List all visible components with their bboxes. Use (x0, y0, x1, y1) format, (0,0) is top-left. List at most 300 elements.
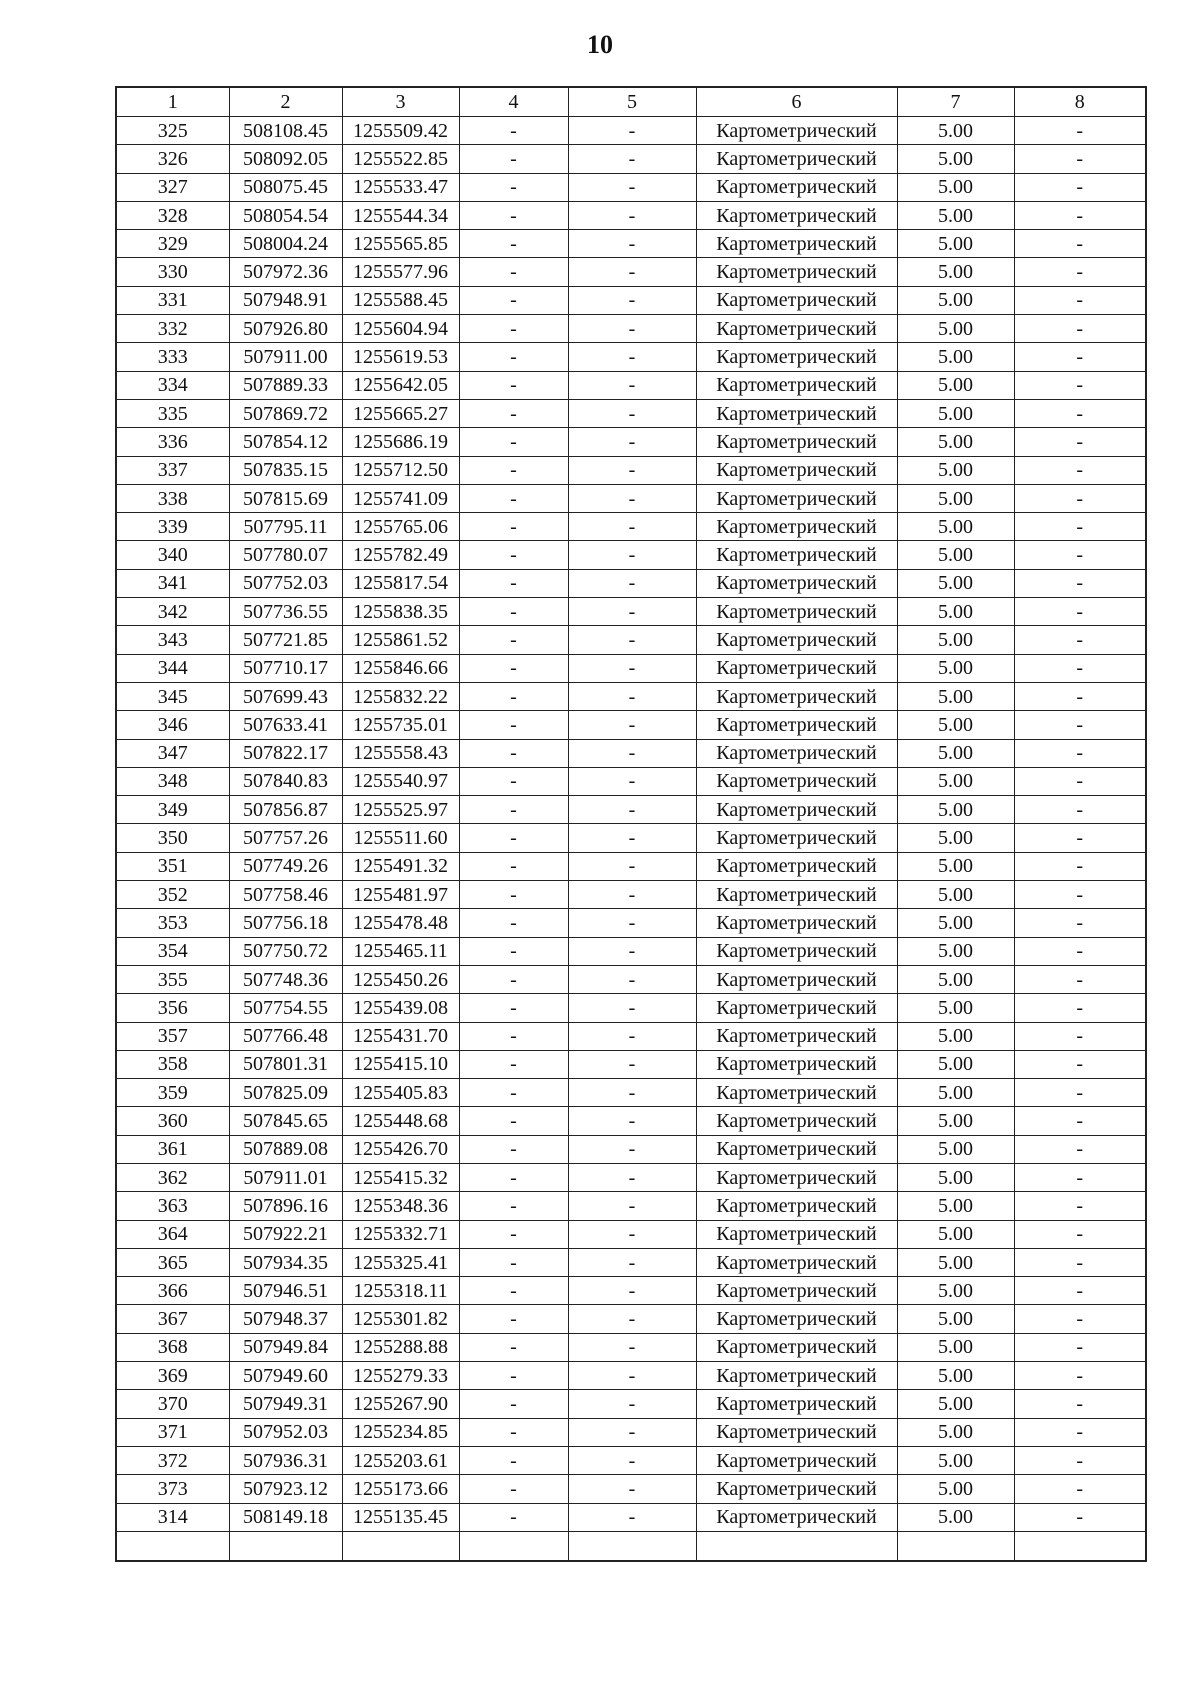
table-row (116, 994, 1146, 1022)
x-coordinate-cell: 507922.21 (229, 1220, 342, 1248)
point-number-cell: 373 (116, 1475, 229, 1503)
point-number-cell: 359 (116, 1079, 229, 1107)
table-row (116, 428, 1146, 456)
table-row (116, 711, 1146, 739)
method-cell: Картометрический (696, 824, 897, 852)
accuracy-cell: 5.00 (897, 881, 1014, 909)
y-coordinate-cell: 1255544.34 (342, 201, 459, 229)
table-row (116, 1050, 1146, 1078)
accuracy-cell: 5.00 (897, 1362, 1014, 1390)
accuracy-cell: 5.00 (897, 711, 1014, 739)
col-4-cell: - (459, 1248, 568, 1276)
column-header-4: 4 (459, 87, 568, 117)
table-row (116, 258, 1146, 286)
col-4-cell: - (459, 965, 568, 993)
method-cell: Картометрический (696, 117, 897, 145)
point-number-cell: 336 (116, 428, 229, 456)
col-8-cell: - (1014, 937, 1146, 965)
col-8-cell: - (1014, 484, 1146, 512)
x-coordinate-cell: 507889.08 (229, 1135, 342, 1163)
col-5-cell: - (568, 286, 696, 314)
x-coordinate-cell: 507923.12 (229, 1475, 342, 1503)
col-4-cell: - (459, 428, 568, 456)
point-number-cell: 340 (116, 541, 229, 569)
col-4-cell: - (459, 1390, 568, 1418)
x-coordinate-cell: 507756.18 (229, 909, 342, 937)
method-cell: Картометрический (696, 1503, 897, 1531)
col-8-cell: - (1014, 569, 1146, 597)
y-coordinate-cell: 1255267.90 (342, 1390, 459, 1418)
col-8-cell: - (1014, 1022, 1146, 1050)
point-number-cell: 368 (116, 1333, 229, 1361)
col-8-cell: - (1014, 1390, 1146, 1418)
point-number-cell: 338 (116, 484, 229, 512)
col-5-cell: - (568, 598, 696, 626)
y-coordinate-cell: 1255604.94 (342, 315, 459, 343)
x-coordinate-cell: 507889.33 (229, 371, 342, 399)
y-coordinate-cell: 1255415.10 (342, 1050, 459, 1078)
accuracy-cell: 5.00 (897, 399, 1014, 427)
col-4-cell: - (459, 1220, 568, 1248)
col-8-cell: - (1014, 1135, 1146, 1163)
col-8-cell: - (1014, 739, 1146, 767)
col-4-cell: - (459, 145, 568, 173)
x-coordinate-cell: 508054.54 (229, 201, 342, 229)
y-coordinate-cell: 1255439.08 (342, 994, 459, 1022)
method-cell: Картометрический (696, 201, 897, 229)
accuracy-cell: 5.00 (897, 569, 1014, 597)
col-8-cell: - (1014, 541, 1146, 569)
empty-cell (696, 1531, 897, 1561)
col-5-cell: - (568, 909, 696, 937)
point-number-cell: 356 (116, 994, 229, 1022)
y-coordinate-cell: 1255525.97 (342, 796, 459, 824)
point-number-cell: 341 (116, 569, 229, 597)
method-cell: Картометрический (696, 1163, 897, 1191)
empty-cell (1014, 1531, 1146, 1561)
x-coordinate-cell: 507856.87 (229, 796, 342, 824)
y-coordinate-cell: 1255415.32 (342, 1163, 459, 1191)
y-coordinate-cell: 1255558.43 (342, 739, 459, 767)
x-coordinate-cell: 507748.36 (229, 965, 342, 993)
col-5-cell: - (568, 173, 696, 201)
y-coordinate-cell: 1255642.05 (342, 371, 459, 399)
method-cell: Картометрический (696, 654, 897, 682)
col-4-cell: - (459, 1050, 568, 1078)
col-8-cell: - (1014, 711, 1146, 739)
accuracy-cell: 5.00 (897, 117, 1014, 145)
col-4-cell: - (459, 739, 568, 767)
point-number-cell: 358 (116, 1050, 229, 1078)
y-coordinate-cell: 1255173.66 (342, 1475, 459, 1503)
x-coordinate-cell: 507946.51 (229, 1277, 342, 1305)
x-coordinate-cell: 507948.91 (229, 286, 342, 314)
method-cell: Картометрический (696, 598, 897, 626)
col-8-cell: - (1014, 1163, 1146, 1191)
table-row (116, 852, 1146, 880)
accuracy-cell: 5.00 (897, 230, 1014, 258)
col-8-cell: - (1014, 994, 1146, 1022)
x-coordinate-cell: 507948.37 (229, 1305, 342, 1333)
col-5-cell: - (568, 1163, 696, 1191)
col-5-cell: - (568, 1135, 696, 1163)
y-coordinate-cell: 1255448.68 (342, 1107, 459, 1135)
point-number-cell: 349 (116, 796, 229, 824)
point-number-cell: 365 (116, 1248, 229, 1276)
method-cell: Картометрический (696, 626, 897, 654)
accuracy-cell: 5.00 (897, 767, 1014, 795)
col-4-cell: - (459, 456, 568, 484)
x-coordinate-cell: 507952.03 (229, 1418, 342, 1446)
col-5-cell: - (568, 513, 696, 541)
col-5-cell: - (568, 654, 696, 682)
method-cell: Картометрический (696, 343, 897, 371)
point-number-cell: 351 (116, 852, 229, 880)
method-cell: Картометрический (696, 711, 897, 739)
point-number-cell: 345 (116, 682, 229, 710)
col-8-cell: - (1014, 852, 1146, 880)
y-coordinate-cell: 1255301.82 (342, 1305, 459, 1333)
col-4-cell: - (459, 230, 568, 258)
table-row (116, 569, 1146, 597)
col-8-cell: - (1014, 1079, 1146, 1107)
y-coordinate-cell: 1255426.70 (342, 1135, 459, 1163)
method-cell: Картометрический (696, 1022, 897, 1050)
col-4-cell: - (459, 909, 568, 937)
col-8-cell: - (1014, 824, 1146, 852)
col-4-cell: - (459, 881, 568, 909)
col-5-cell: - (568, 456, 696, 484)
col-5-cell: - (568, 428, 696, 456)
table-row (116, 315, 1146, 343)
x-coordinate-cell: 508108.45 (229, 117, 342, 145)
col-4-cell: - (459, 1277, 568, 1305)
y-coordinate-cell: 1255741.09 (342, 484, 459, 512)
table-row (116, 541, 1146, 569)
table-row (116, 1446, 1146, 1474)
col-5-cell: - (568, 965, 696, 993)
y-coordinate-cell: 1255540.97 (342, 767, 459, 795)
col-4-cell: - (459, 1022, 568, 1050)
x-coordinate-cell: 508004.24 (229, 230, 342, 258)
point-number-cell: 343 (116, 626, 229, 654)
col-8-cell: - (1014, 1107, 1146, 1135)
col-4-cell: - (459, 541, 568, 569)
col-8-cell: - (1014, 201, 1146, 229)
table-row (116, 484, 1146, 512)
method-cell: Картометрический (696, 484, 897, 512)
point-number-cell: 327 (116, 173, 229, 201)
point-number-cell: 371 (116, 1418, 229, 1446)
empty-cell (342, 1531, 459, 1561)
accuracy-cell: 5.00 (897, 1333, 1014, 1361)
col-8-cell: - (1014, 1050, 1146, 1078)
table-row (116, 399, 1146, 427)
empty-cell (897, 1531, 1014, 1561)
empty-cell (459, 1531, 568, 1561)
accuracy-cell: 5.00 (897, 682, 1014, 710)
col-5-cell: - (568, 343, 696, 371)
col-4-cell: - (459, 201, 568, 229)
point-number-cell: 354 (116, 937, 229, 965)
y-coordinate-cell: 1255348.36 (342, 1192, 459, 1220)
method-cell: Картометрический (696, 315, 897, 343)
x-coordinate-cell: 508092.05 (229, 145, 342, 173)
point-number-cell: 370 (116, 1390, 229, 1418)
accuracy-cell: 5.00 (897, 965, 1014, 993)
col-5-cell: - (568, 371, 696, 399)
col-8-cell: - (1014, 456, 1146, 484)
y-coordinate-cell: 1255288.88 (342, 1333, 459, 1361)
point-number-cell: 342 (116, 598, 229, 626)
table-row (116, 1163, 1146, 1191)
col-5-cell: - (568, 117, 696, 145)
col-4-cell: - (459, 1362, 568, 1390)
col-5-cell: - (568, 767, 696, 795)
col-4-cell: - (459, 1305, 568, 1333)
col-8-cell: - (1014, 1475, 1146, 1503)
col-8-cell: - (1014, 371, 1146, 399)
col-4-cell: - (459, 598, 568, 626)
method-cell: Картометрический (696, 1475, 897, 1503)
col-4-cell: - (459, 1079, 568, 1107)
col-5-cell: - (568, 1390, 696, 1418)
table-row (116, 767, 1146, 795)
method-cell: Картометрический (696, 513, 897, 541)
y-coordinate-cell: 1255234.85 (342, 1418, 459, 1446)
accuracy-cell: 5.00 (897, 739, 1014, 767)
accuracy-cell: 5.00 (897, 1135, 1014, 1163)
empty-cell (116, 1531, 229, 1561)
col-4-cell: - (459, 1107, 568, 1135)
y-coordinate-cell: 1255478.48 (342, 909, 459, 937)
point-number-cell: 348 (116, 767, 229, 795)
x-coordinate-cell: 507840.83 (229, 767, 342, 795)
method-cell: Картометрический (696, 456, 897, 484)
col-4-cell: - (459, 371, 568, 399)
col-4-cell: - (459, 852, 568, 880)
col-4-cell: - (459, 796, 568, 824)
table-row (116, 456, 1146, 484)
empty-cell (568, 1531, 696, 1561)
col-5-cell: - (568, 1333, 696, 1361)
table-row (116, 173, 1146, 201)
method-cell: Картометрический (696, 541, 897, 569)
accuracy-cell: 5.00 (897, 1390, 1014, 1418)
point-number-cell: 314 (116, 1503, 229, 1531)
col-8-cell: - (1014, 1446, 1146, 1474)
table-row (116, 371, 1146, 399)
x-coordinate-cell: 507699.43 (229, 682, 342, 710)
accuracy-cell: 5.00 (897, 541, 1014, 569)
column-header-1: 1 (116, 87, 229, 117)
col-4-cell: - (459, 484, 568, 512)
column-header-7: 7 (897, 87, 1014, 117)
x-coordinate-cell: 507815.69 (229, 484, 342, 512)
point-number-cell: 372 (116, 1446, 229, 1474)
table-body (116, 117, 1146, 1561)
method-cell: Картометрический (696, 739, 897, 767)
col-8-cell: - (1014, 399, 1146, 427)
col-5-cell: - (568, 937, 696, 965)
col-8-cell: - (1014, 343, 1146, 371)
col-5-cell: - (568, 852, 696, 880)
y-coordinate-cell: 1255817.54 (342, 569, 459, 597)
x-coordinate-cell: 507835.15 (229, 456, 342, 484)
col-5-cell: - (568, 1107, 696, 1135)
x-coordinate-cell: 507854.12 (229, 428, 342, 456)
x-coordinate-cell: 508075.45 (229, 173, 342, 201)
table-row (116, 201, 1146, 229)
table-row (116, 1418, 1146, 1446)
col-8-cell: - (1014, 626, 1146, 654)
col-5-cell: - (568, 1192, 696, 1220)
y-coordinate-cell: 1255619.53 (342, 343, 459, 371)
point-number-cell: 364 (116, 1220, 229, 1248)
accuracy-cell: 5.00 (897, 1446, 1014, 1474)
accuracy-cell: 5.00 (897, 598, 1014, 626)
col-5-cell: - (568, 1446, 696, 1474)
col-5-cell: - (568, 315, 696, 343)
method-cell: Картометрический (696, 1333, 897, 1361)
method-cell: Картометрический (696, 1050, 897, 1078)
method-cell: Картометрический (696, 1362, 897, 1390)
col-8-cell: - (1014, 1362, 1146, 1390)
col-5-cell: - (568, 1362, 696, 1390)
method-cell: Картометрический (696, 258, 897, 286)
method-cell: Картометрический (696, 173, 897, 201)
y-coordinate-cell: 1255522.85 (342, 145, 459, 173)
col-5-cell: - (568, 484, 696, 512)
table-row (116, 682, 1146, 710)
method-cell: Картометрический (696, 371, 897, 399)
x-coordinate-cell: 507926.80 (229, 315, 342, 343)
col-4-cell: - (459, 1503, 568, 1531)
table-row (116, 796, 1146, 824)
table-row (116, 1192, 1146, 1220)
x-coordinate-cell: 507949.84 (229, 1333, 342, 1361)
accuracy-cell: 5.00 (897, 513, 1014, 541)
x-coordinate-cell: 507633.41 (229, 711, 342, 739)
col-8-cell: - (1014, 1503, 1146, 1531)
col-5-cell: - (568, 711, 696, 739)
x-coordinate-cell: 507795.11 (229, 513, 342, 541)
point-number-cell: 326 (116, 145, 229, 173)
x-coordinate-cell: 507896.16 (229, 1192, 342, 1220)
col-5-cell: - (568, 1475, 696, 1503)
col-5-cell: - (568, 682, 696, 710)
x-coordinate-cell: 507822.17 (229, 739, 342, 767)
col-8-cell: - (1014, 513, 1146, 541)
y-coordinate-cell: 1255832.22 (342, 682, 459, 710)
accuracy-cell: 5.00 (897, 286, 1014, 314)
table-row (116, 1503, 1146, 1531)
table-row (116, 1362, 1146, 1390)
method-cell: Картометрический (696, 428, 897, 456)
method-cell: Картометрический (696, 1192, 897, 1220)
coordinates-table (115, 86, 1147, 1562)
y-coordinate-cell: 1255511.60 (342, 824, 459, 852)
x-coordinate-cell: 507757.26 (229, 824, 342, 852)
col-8-cell: - (1014, 1248, 1146, 1276)
method-cell: Картометрический (696, 1418, 897, 1446)
table-row (116, 1079, 1146, 1107)
y-coordinate-cell: 1255450.26 (342, 965, 459, 993)
point-number-cell: 344 (116, 654, 229, 682)
method-cell: Картометрический (696, 1135, 897, 1163)
col-4-cell: - (459, 682, 568, 710)
col-4-cell: - (459, 711, 568, 739)
column-header-8: 8 (1014, 87, 1146, 117)
col-4-cell: - (459, 1135, 568, 1163)
point-number-cell: 360 (116, 1107, 229, 1135)
x-coordinate-cell: 507780.07 (229, 541, 342, 569)
y-coordinate-cell: 1255135.45 (342, 1503, 459, 1531)
col-8-cell: - (1014, 1305, 1146, 1333)
col-4-cell: - (459, 1163, 568, 1191)
x-coordinate-cell: 508149.18 (229, 1503, 342, 1531)
x-coordinate-cell: 507869.72 (229, 399, 342, 427)
accuracy-cell: 5.00 (897, 456, 1014, 484)
accuracy-cell: 5.00 (897, 1418, 1014, 1446)
point-number-cell: 332 (116, 315, 229, 343)
col-8-cell: - (1014, 682, 1146, 710)
col-5-cell: - (568, 258, 696, 286)
col-8-cell: - (1014, 909, 1146, 937)
method-cell: Картометрический (696, 965, 897, 993)
col-8-cell: - (1014, 173, 1146, 201)
col-5-cell: - (568, 739, 696, 767)
x-coordinate-cell: 507845.65 (229, 1107, 342, 1135)
col-8-cell: - (1014, 1418, 1146, 1446)
col-8-cell: - (1014, 654, 1146, 682)
col-5-cell: - (568, 1220, 696, 1248)
point-number-cell: 363 (116, 1192, 229, 1220)
col-8-cell: - (1014, 145, 1146, 173)
y-coordinate-cell: 1255533.47 (342, 173, 459, 201)
table-row (116, 965, 1146, 993)
col-8-cell: - (1014, 1220, 1146, 1248)
accuracy-cell: 5.00 (897, 909, 1014, 937)
col-4-cell: - (459, 937, 568, 965)
col-4-cell: - (459, 258, 568, 286)
accuracy-cell: 5.00 (897, 315, 1014, 343)
col-5-cell: - (568, 1022, 696, 1050)
column-header-2: 2 (229, 87, 342, 117)
table-row (116, 626, 1146, 654)
accuracy-cell: 5.00 (897, 1163, 1014, 1191)
table-row (116, 1107, 1146, 1135)
column-header-6: 6 (696, 87, 897, 117)
col-5-cell: - (568, 399, 696, 427)
x-coordinate-cell: 507911.00 (229, 343, 342, 371)
point-number-cell: 362 (116, 1163, 229, 1191)
point-number-cell: 330 (116, 258, 229, 286)
column-header-3: 3 (342, 87, 459, 117)
accuracy-cell: 5.00 (897, 1050, 1014, 1078)
accuracy-cell: 5.00 (897, 371, 1014, 399)
x-coordinate-cell: 507911.01 (229, 1163, 342, 1191)
table-row (116, 654, 1146, 682)
col-5-cell: - (568, 1248, 696, 1276)
point-number-cell: 331 (116, 286, 229, 314)
y-coordinate-cell: 1255481.97 (342, 881, 459, 909)
col-4-cell: - (459, 824, 568, 852)
table-row (116, 117, 1146, 145)
col-8-cell: - (1014, 965, 1146, 993)
col-5-cell: - (568, 994, 696, 1022)
point-number-cell: 339 (116, 513, 229, 541)
